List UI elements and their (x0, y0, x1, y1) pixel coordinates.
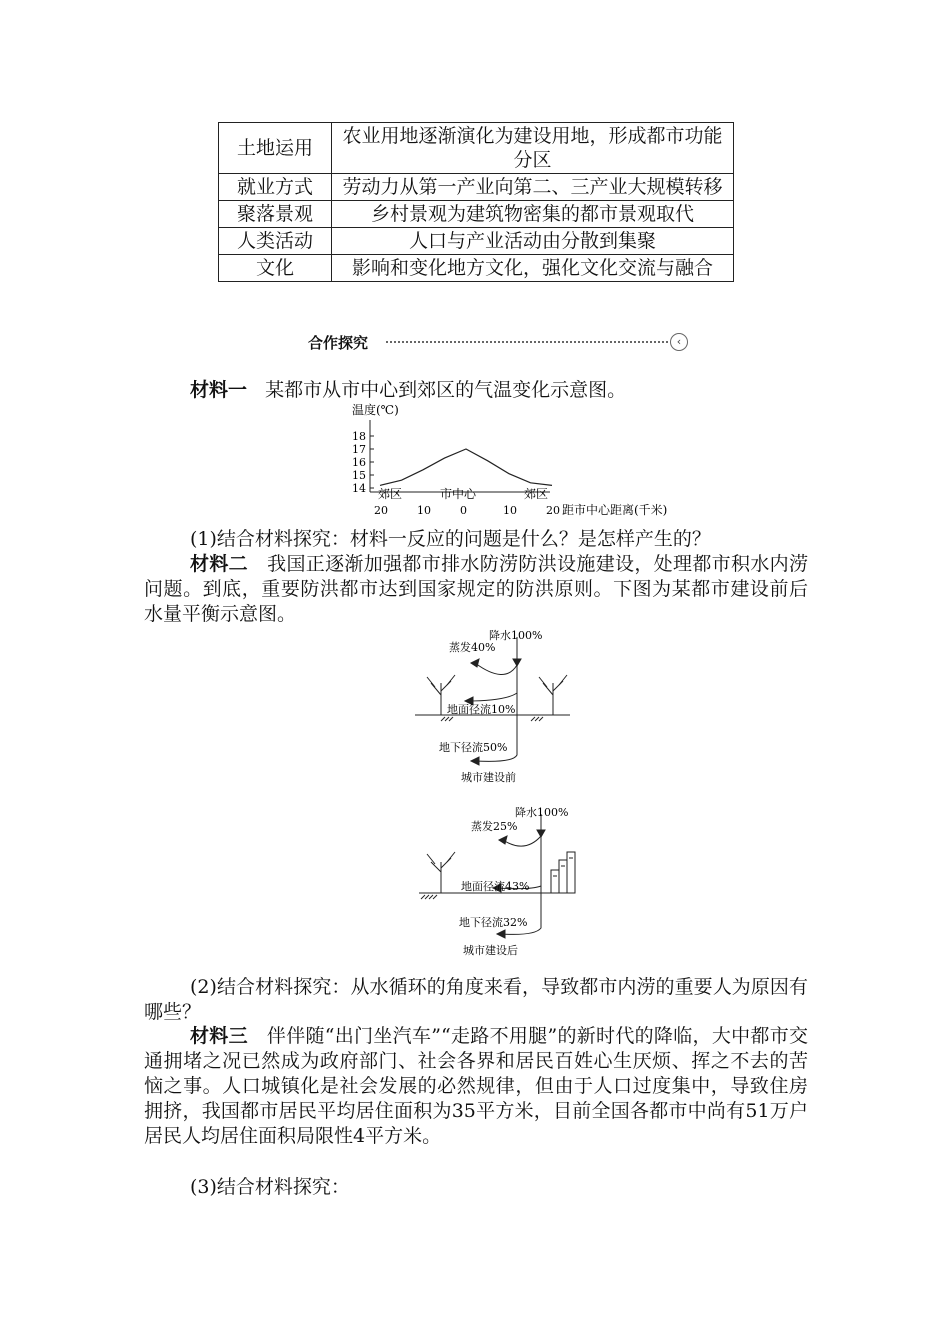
chart-ylabel: 温度(℃) (352, 403, 399, 417)
y-tick-label: 14 (352, 482, 366, 495)
before-ground-label: 地下径流50% (439, 741, 508, 754)
before-caption: 城市建设前 (461, 771, 516, 784)
heading-divider (386, 341, 668, 343)
chevron-left-icon: ‹ (670, 333, 688, 351)
after-rain-label: 降水100% (515, 806, 569, 819)
row-key: 文化 (219, 255, 332, 282)
material3-paragraph (144, 1024, 808, 1149)
urbanization-table (218, 122, 734, 282)
table-row (219, 255, 734, 282)
temperature-series-line (380, 449, 552, 485)
region-label-suburb-right: 郊区 (524, 487, 549, 501)
x-tick-label: 20 (374, 504, 388, 517)
x-tick-label: 20 (546, 504, 560, 517)
row-value: 劳动力从第一产业向第二、三产业大规模转移 (332, 174, 734, 201)
before-rain-label: 降水100% (489, 629, 543, 642)
material1-label: 材料一 (190, 379, 248, 401)
y-tick-label: 18 (352, 430, 366, 443)
chart-xlabel: 距市中心距离(千米) (562, 503, 668, 517)
material2-label: 材料二 (190, 553, 248, 575)
row-key: 人类活动 (219, 228, 332, 255)
table-row (219, 174, 734, 201)
material3-label: 材料三 (190, 1025, 248, 1047)
question-3: (3)结合材料探究： (190, 1176, 350, 1198)
y-tick-label: 15 (352, 469, 366, 482)
x-tick-label: 10 (503, 504, 517, 517)
row-key: 就业方式 (219, 174, 332, 201)
after-evap-label: 蒸发25% (471, 820, 518, 833)
x-tick-label: 10 (417, 504, 431, 517)
x-tick-label: 0 (460, 504, 467, 517)
before-evap-label: 蒸发40% (449, 641, 496, 654)
after-surface-label: 地面径流43% (461, 880, 530, 893)
question-1: (1)结合材料探究：材料一反应的问题是什么？是怎样产生的？ (190, 528, 711, 550)
question-2: (2)结合材料探究：从水循环的角度来看，导致都市内涝的重要人为原因有哪些？ (144, 976, 808, 1023)
section-heading: 合作探究 (308, 334, 369, 352)
row-key: 聚落景观 (219, 201, 332, 228)
before-surface-label: 地面径流10% (447, 703, 516, 716)
row-key: 土地运用 (219, 123, 332, 174)
row-value: 影响和变化地方文化，强化文化交流与融合 (332, 255, 734, 282)
row-value: 农业用地逐渐演化为建设用地，形成都市功能分区 (332, 123, 734, 174)
temperature-chart (340, 400, 670, 520)
material1-text: 某都市从市中心到郊区的气温变化示意图。 (265, 379, 627, 401)
table-row (219, 123, 734, 174)
table-row (219, 228, 734, 255)
water-balance-before-diagram (405, 625, 595, 790)
row-value: 人口与产业活动由分散到集聚 (332, 228, 734, 255)
y-tick-label: 17 (352, 443, 366, 456)
row-value: 乡村景观为建筑物密集的都市景观取代 (332, 201, 734, 228)
y-tick-label: 16 (352, 456, 366, 469)
water-balance-after-diagram (405, 800, 595, 965)
region-label-suburb-left: 郊区 (378, 487, 403, 501)
region-label-center: 市中心 (440, 487, 477, 501)
table-row (219, 201, 734, 228)
material3-text: 伴伴随“出门坐汽车”“走路不用腿”的新时代的降临，大中都市交通拥堵之况已然成为政府部门、社会各界和居民百姓心生厌烦、挥之不去的苦恼之事。人口城镇化是社会发展的必然规律，但由于人口过度集中，导致住房拥挤，我国都市居民平均居住面积为35平方米，目前全国各都市中尚有51万户居民人均居住面积局限性4平方米。 (144, 1025, 808, 1147)
after-caption: 城市建设后 (463, 944, 518, 957)
material2-text: 我国正逐渐加强都市排水防涝防洪设施建设，处理都市积水内涝问题。到底，重要防洪都市达到国家规定的防洪原则。下图为某都市建设前后水量平衡示意图。 (144, 553, 808, 625)
after-ground-label: 地下径流32% (459, 916, 528, 929)
material2-paragraph (144, 552, 808, 627)
